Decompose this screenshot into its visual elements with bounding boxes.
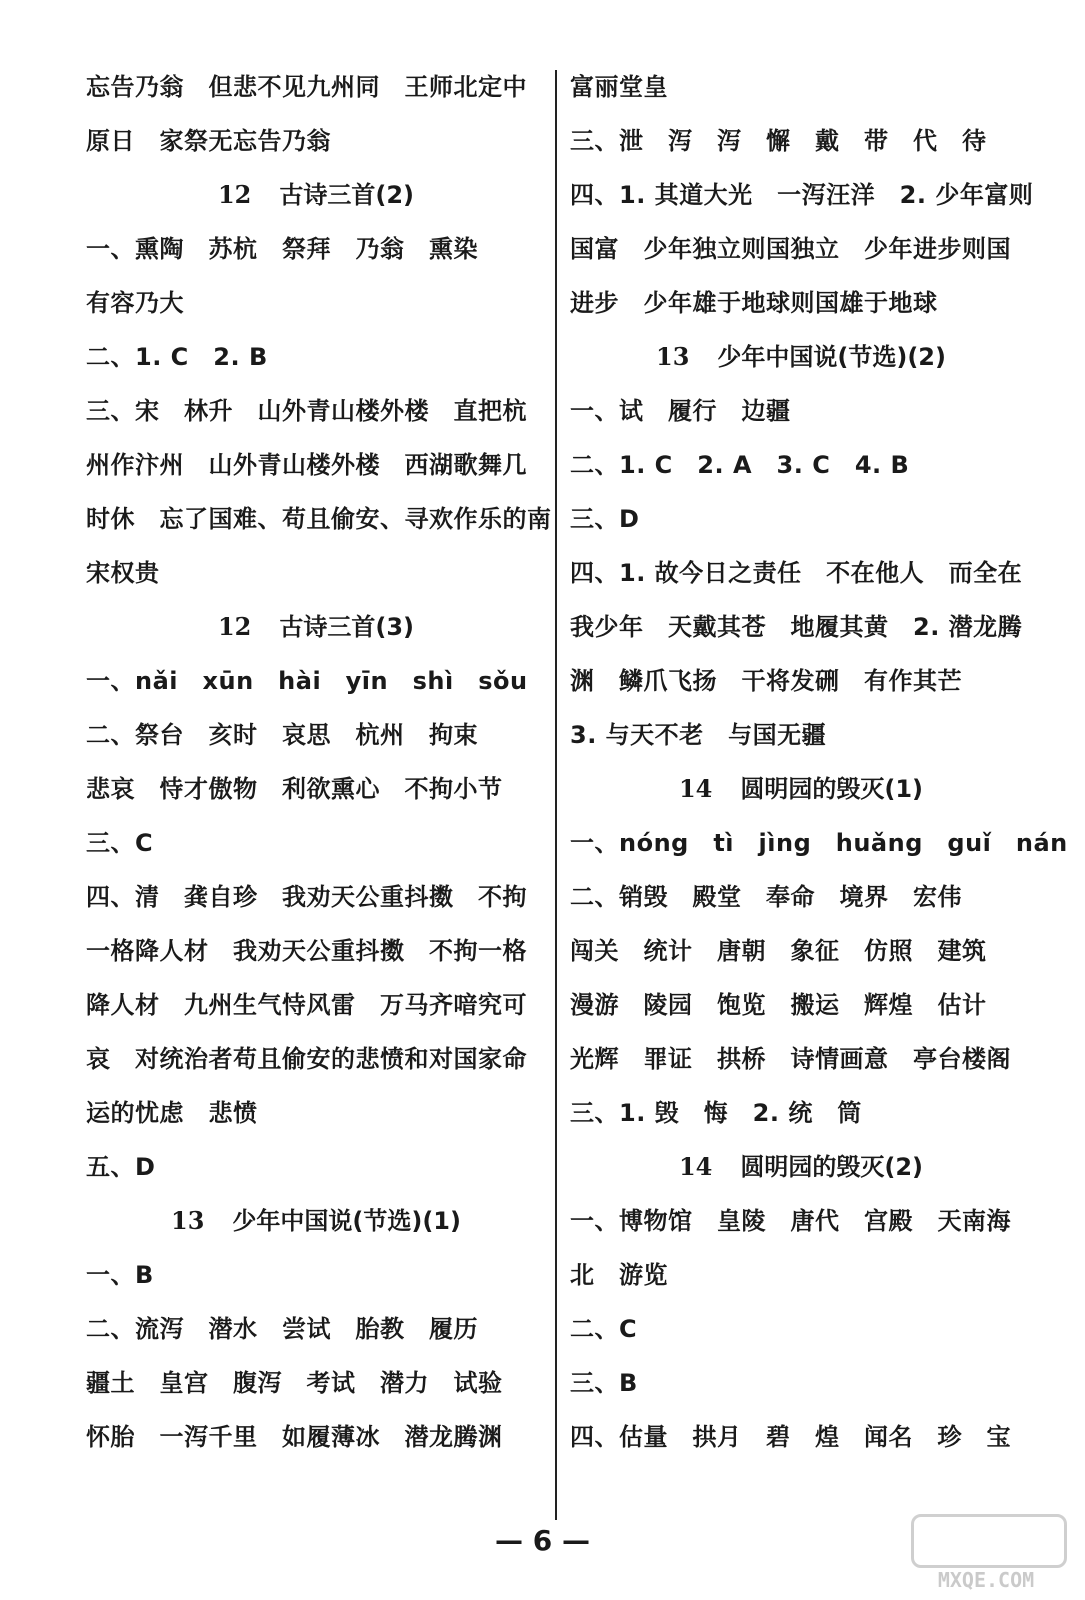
answer-line: 我少年 天戴其苍 地履其黄 2. 潜龙腾 bbox=[570, 613, 1023, 641]
answer-line: 一、B bbox=[86, 1261, 154, 1289]
section-number: 12 bbox=[217, 612, 252, 641]
answer-line: 漫游 陵园 饱览 搬运 辉煌 估计 bbox=[570, 991, 987, 1019]
answer-line: 三、D bbox=[570, 505, 640, 533]
section-heading bbox=[570, 1140, 1032, 1194]
answer-line: 二、祭台 亥时 哀思 杭州 拘束 bbox=[86, 721, 478, 749]
section-title: 古诗三首(3) bbox=[279, 613, 415, 641]
answer-line: 富丽堂皇 bbox=[570, 73, 668, 101]
answer-line: 悲哀 恃才傲物 利欲熏心 不拘小节 bbox=[86, 775, 503, 803]
section-title: 圆明园的毁灭(1) bbox=[740, 775, 924, 803]
answer-line: 3. 与天不老 与国无疆 bbox=[570, 721, 827, 749]
answer-line: 疆土 皇宫 腹泻 考试 潜力 试验 bbox=[86, 1369, 503, 1397]
right-column bbox=[570, 60, 1068, 1464]
answer-line: 二、C bbox=[570, 1315, 638, 1343]
answer-line: 一、nǎi xūn hài yīn shì sǒu bbox=[86, 667, 528, 695]
answer-line: 闯关 统计 唐朝 象征 仿照 建筑 bbox=[570, 937, 987, 965]
answer-line: 运的忧虑 悲愤 bbox=[86, 1099, 258, 1127]
answer-line: 一格降人材 我劝天公重抖擞 不拘一格 bbox=[86, 937, 527, 965]
answer-line: 三、泄 泻 泻 懈 戴 带 代 待 bbox=[570, 127, 987, 155]
answer-line: 州作汴州 山外青山楼外楼 西湖歌舞几 bbox=[86, 451, 527, 479]
section-heading bbox=[86, 600, 546, 654]
answer-line: 怀胎 一泻千里 如履薄冰 潜龙腾渊 bbox=[86, 1423, 503, 1451]
answer-line: 国富 少年独立则国独立 少年进步则国 bbox=[570, 235, 1011, 263]
answer-line: 三、1. 毁 悔 2. 统 筒 bbox=[570, 1099, 862, 1127]
answer-line: 时休 忘了国难、苟且偷安、寻欢作乐的南 bbox=[86, 505, 552, 533]
section-number: 13 bbox=[656, 342, 690, 371]
answer-line: 四、1. 故今日之责任 不在他人 而全在 bbox=[570, 559, 1023, 587]
answer-line: 一、熏陶 苏杭 祭拜 乃翁 熏染 bbox=[86, 235, 478, 263]
section-heading bbox=[86, 168, 546, 222]
section-heading bbox=[570, 762, 1032, 816]
section-heading bbox=[570, 330, 1032, 384]
answer-line: 三、C bbox=[86, 829, 154, 857]
answer-line: 四、估量 拱月 碧 煌 闻名 珍 宝 bbox=[570, 1423, 1011, 1451]
answer-line: 降人材 九州生气恃风雷 万马齐喑究可 bbox=[86, 991, 527, 1019]
answer-line: 二、流泻 潜水 尝试 胎教 履历 bbox=[86, 1315, 478, 1343]
section-title: 圆明园的毁灭(2) bbox=[740, 1153, 924, 1181]
answer-line: 一、nóng tì jìng huǎng guǐ nán bbox=[570, 829, 1068, 857]
answer-line: 光辉 罪证 拱桥 诗情画意 亭台楼阁 bbox=[570, 1045, 1011, 1073]
answer-line: 原日 家祭无忘告乃翁 bbox=[86, 127, 331, 155]
answer-line: 一、博物馆 皇陵 唐代 宫殿 天南海 bbox=[570, 1207, 1011, 1235]
page-number: — 6 — bbox=[495, 1524, 590, 1557]
left-column bbox=[86, 60, 552, 1464]
answer-line: 二、1. C 2. B bbox=[86, 343, 268, 371]
answer-line: 四、清 龚自珍 我劝天公重抖擞 不拘 bbox=[86, 883, 527, 911]
answer-line: 三、宋 林升 山外青山楼外楼 直把杭 bbox=[86, 397, 527, 425]
answer-line: 忘告乃翁 但悲不见九州同 王师北定中 bbox=[86, 73, 527, 101]
section-number: 13 bbox=[171, 1206, 205, 1235]
column-divider bbox=[555, 70, 557, 1520]
section-number: 14 bbox=[678, 774, 713, 803]
answer-line: 进步 少年雄于地球则国雄于地球 bbox=[570, 289, 938, 317]
answer-line: 有容乃大 bbox=[86, 289, 184, 317]
answer-line: 五、D bbox=[86, 1153, 156, 1181]
section-title: 古诗三首(2) bbox=[279, 181, 415, 209]
answer-line: 渊 鳞爪飞扬 干将发硎 有作其芒 bbox=[570, 667, 962, 695]
section-title: 少年中国说(节选)(2) bbox=[717, 343, 946, 371]
answer-line: 一、试 履行 边疆 bbox=[570, 397, 791, 425]
answer-line: 二、销毁 殿堂 奉命 境界 宏伟 bbox=[570, 883, 962, 911]
watermark-logo-icon bbox=[911, 1514, 1067, 1568]
watermark-text: MXQE.COM bbox=[937, 1568, 1035, 1592]
section-title: 少年中国说(节选)(1) bbox=[232, 1207, 461, 1235]
section-number: 14 bbox=[678, 1152, 713, 1181]
answer-line: 北 游览 bbox=[570, 1261, 668, 1289]
answer-line: 四、1. 其道大光 一泻汪洋 2. 少年富则 bbox=[570, 181, 1034, 209]
watermark bbox=[901, 1514, 1071, 1592]
section-heading bbox=[86, 1194, 546, 1248]
answer-line: 哀 对统治者苟且偷安的悲愤和对国家命 bbox=[86, 1045, 527, 1073]
answer-line: 二、1. C 2. A 3. C 4. B bbox=[570, 451, 910, 479]
answer-line: 宋权贵 bbox=[86, 559, 160, 587]
answer-line: 三、B bbox=[570, 1369, 638, 1397]
section-number: 12 bbox=[217, 180, 252, 209]
